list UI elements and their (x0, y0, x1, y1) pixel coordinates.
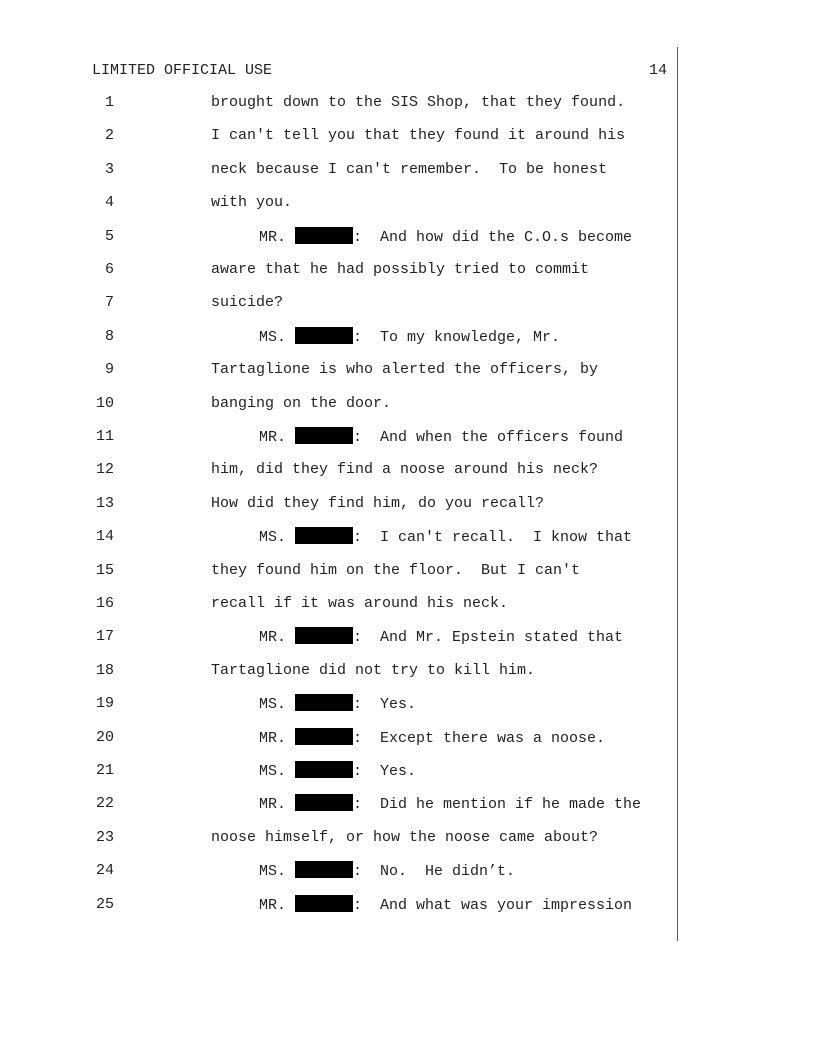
redaction-box (295, 728, 353, 745)
right-margin-rule (677, 47, 678, 941)
line-text: recall if it was around his neck. (211, 595, 509, 612)
line-number: 19 (95, 695, 114, 713)
redaction-box (295, 761, 353, 778)
line-number: 20 (95, 728, 114, 746)
speaker-line (259, 227, 632, 248)
line-text: brought down to the SIS Shop, that they found. (211, 94, 626, 111)
line-number: 4 (104, 194, 114, 212)
line-text: neck because I can't remember. To be honest (211, 160, 608, 178)
redaction-box (295, 794, 353, 811)
line-number: 24 (95, 862, 114, 880)
speaker-title: MR. (259, 729, 287, 747)
line-number: 12 (95, 461, 114, 479)
spoken-text: : Did he mention if he made the (353, 796, 642, 814)
redaction-box (295, 227, 353, 244)
speaker-line (259, 861, 515, 882)
line-number: 18 (95, 661, 114, 679)
line-text: noose himself, or how the noose came about? (211, 828, 599, 846)
redaction-box (295, 895, 353, 912)
line-text: aware that he had possibly tried to commit (211, 261, 590, 278)
speaker-line (259, 728, 605, 749)
redaction-box (295, 427, 353, 444)
line-number: 22 (95, 795, 114, 813)
speaker-line (259, 794, 641, 815)
line-text: Tartaglione did not try to kill him. (211, 661, 536, 679)
line-text: suicide? (211, 294, 284, 312)
spoken-text: : No. He didn’t. (353, 863, 516, 881)
spoken-text: : Yes. (353, 763, 417, 780)
speaker-line (259, 427, 623, 448)
spoken-text: : And what was your impression (353, 896, 633, 914)
spoken-text: : And Mr. Epstein stated that (353, 629, 624, 647)
line-number: 16 (95, 595, 114, 612)
line-number: 8 (104, 327, 114, 345)
speaker-title: MS. (259, 696, 287, 714)
line-number: 1 (104, 94, 114, 111)
classification-marking: LIMITED OFFICIAL USE (92, 62, 273, 79)
line-number: 2 (104, 127, 114, 145)
line-number: 17 (95, 628, 114, 646)
speaker-title: MR. (259, 629, 287, 647)
spoken-text: : Except there was a noose. (353, 729, 606, 747)
line-number: 5 (104, 227, 114, 245)
line-text: him, did they find a noose around his neck? (211, 461, 599, 479)
speaker-title: MS. (259, 863, 287, 881)
redaction-box (295, 327, 353, 344)
speaker-line (259, 627, 623, 648)
line-number: 3 (104, 160, 114, 178)
line-text: banging on the door. (211, 394, 392, 412)
redaction-box (295, 527, 353, 544)
line-number: 15 (95, 561, 114, 579)
line-number: 11 (95, 428, 114, 445)
line-text: I can't tell you that they found it around his (211, 127, 626, 145)
line-number: 14 (95, 528, 114, 546)
speaker-title: MR. (259, 429, 287, 446)
speaker-line (259, 527, 632, 548)
line-number: 7 (104, 294, 114, 312)
line-number: 21 (95, 762, 114, 779)
speaker-line (259, 895, 632, 916)
line-number: 13 (95, 494, 114, 512)
spoken-text: : Yes. (353, 696, 417, 714)
line-text: they found him on the floor. But I can't (211, 561, 581, 579)
speaker-title: MS. (259, 529, 287, 547)
line-text: Tartaglione is who alerted the officers, by (211, 361, 599, 379)
page-number: 14 (648, 62, 667, 79)
speaker-title: MR. (259, 228, 287, 246)
speaker-line (259, 327, 560, 348)
line-number: 9 (104, 361, 114, 379)
spoken-text: : And when the officers found (353, 429, 624, 446)
redaction-box (295, 694, 353, 711)
redaction-box (295, 861, 353, 878)
speaker-title: MR. (259, 896, 287, 914)
line-number: 25 (95, 895, 114, 913)
line-number: 23 (95, 828, 114, 846)
spoken-text: : To my knowledge, Mr. (353, 328, 561, 346)
speaker-title: MR. (259, 796, 287, 814)
redaction-box (295, 627, 353, 644)
spoken-text: : I can't recall. I know that (353, 529, 633, 547)
line-number: 10 (95, 394, 114, 412)
speaker-title: MS. (259, 763, 287, 780)
speaker-title: MS. (259, 328, 287, 346)
line-number: 6 (104, 261, 114, 278)
line-text: How did they find him, do you recall? (211, 494, 545, 512)
speaker-line (259, 694, 416, 715)
line-text: with you. (211, 194, 293, 212)
speaker-line (259, 761, 416, 782)
spoken-text: : And how did the C.O.s become (353, 228, 633, 246)
